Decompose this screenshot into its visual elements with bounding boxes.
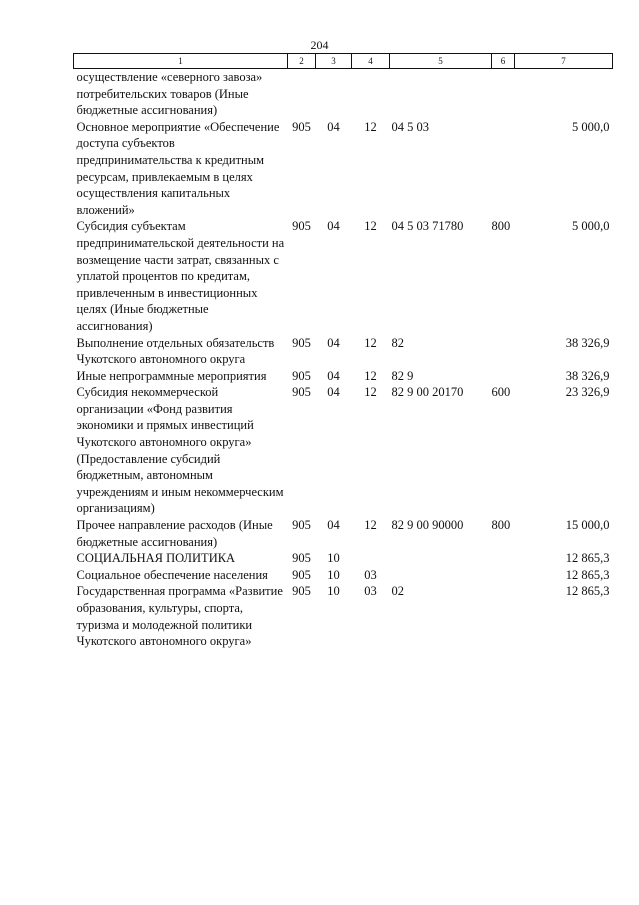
vr-code-cell: [492, 119, 515, 219]
gr-code-cell: 905: [292, 567, 311, 582]
rz-code-cell: 10: [327, 584, 340, 599]
column-number-header-row: [74, 54, 613, 69]
expense-name-cell: СОЦИАЛЬНАЯ ПОЛИТИКА: [76, 551, 236, 566]
pr-code-cell: 03: [364, 567, 377, 582]
expense-name-cell: Социальное обеспечение населения: [76, 567, 268, 582]
csr-code-cell: 82 9 00 20170: [391, 385, 464, 400]
amount-cell: 15 000,0: [565, 518, 610, 533]
gr-code-cell: [288, 69, 316, 119]
pr-code-cell: 03: [364, 584, 377, 599]
table-row: [74, 384, 613, 517]
table-row: [74, 567, 613, 584]
column-header: 2: [288, 54, 316, 69]
column-header: 3: [316, 54, 352, 69]
csr-code-cell: 82 9 00 90000: [391, 518, 464, 533]
table-row: [74, 69, 613, 119]
gr-code-cell: 905: [292, 119, 311, 134]
vr-code-cell: [492, 583, 515, 649]
rz-code-cell: 04: [327, 119, 340, 134]
page-number: 204: [310, 38, 329, 52]
pr-code-cell: 12: [364, 518, 377, 533]
csr-code-cell: 82: [391, 335, 404, 350]
amount-cell: 5 000,0: [572, 119, 610, 134]
column-header: 7: [515, 54, 613, 69]
amount-cell: 12 865,3: [565, 584, 610, 599]
pr-code-cell: 12: [364, 119, 377, 134]
pr-code-cell: [352, 550, 390, 567]
expense-name-cell: Субсидия субъектам предпринимательской деятельности на возмещение части затрат, связанных с уплатой процентов по кредитам, привлеченным в инвестиционных целях (Иные бюджетные ассигнования): [76, 219, 285, 333]
expense-name-cell: осуществление «северного завоза» потребительских товаров (Иные бюджетные ассигнования): [76, 70, 263, 118]
expense-name-cell: Иные непрограммные мероприятия: [76, 368, 267, 383]
rz-code-cell: 04: [327, 385, 340, 400]
amount-cell: 5 000,0: [572, 219, 610, 234]
csr-code-cell: 04 5 03: [391, 119, 429, 134]
expense-name-cell: Выполнение отдельных обязательств Чукотского автономного округа: [76, 335, 275, 367]
rz-code-cell: 04: [327, 518, 340, 533]
gr-code-cell: 905: [292, 335, 311, 350]
vr-code-cell: 800: [491, 518, 511, 533]
rz-code-cell: 04: [327, 368, 340, 383]
table-row: [74, 335, 613, 368]
rz-code-cell: 10: [327, 567, 340, 582]
table-row: [74, 119, 613, 219]
vr-code-cell: 800: [491, 219, 511, 234]
table-row: [74, 583, 613, 649]
amount-cell: 23 326,9: [565, 385, 610, 400]
pr-code-cell: 12: [364, 385, 377, 400]
pr-code-cell: [352, 69, 390, 119]
gr-code-cell: 905: [292, 584, 311, 599]
vr-code-cell: [492, 335, 515, 368]
gr-code-cell: 905: [292, 368, 311, 383]
csr-code-cell: [390, 567, 492, 584]
column-header: 6: [492, 54, 515, 69]
csr-code-cell: [390, 550, 492, 567]
table-body: [74, 69, 613, 650]
column-header: 1: [74, 54, 288, 69]
amount-cell: 38 326,9: [565, 368, 610, 383]
vr-code-cell: 600: [491, 385, 511, 400]
table-row: [74, 550, 613, 567]
table-row: [74, 368, 613, 385]
csr-code-cell: 82 9: [391, 368, 414, 383]
csr-code-cell: 04 5 03 71780: [391, 219, 464, 234]
gr-code-cell: 905: [292, 219, 311, 234]
csr-code-cell: 02: [391, 584, 404, 599]
gr-code-cell: 905: [292, 385, 311, 400]
expense-name-cell: Государственная программа «Развитие образования, культуры, спорта, туризма и молодежной политики Чукотского автономного округа»: [76, 584, 283, 649]
gr-code-cell: 905: [292, 551, 311, 566]
budget-table: [73, 53, 613, 650]
amount-cell: 38 326,9: [565, 335, 610, 350]
amount-cell: 12 865,3: [565, 551, 610, 566]
rz-code-cell: 04: [327, 335, 340, 350]
table-row: [74, 517, 613, 550]
expense-name-cell: Субсидия некоммерческой организации «Фонд развития экономики и прямых инвестиций Чукотского автономного округа» (Предоставление субсидий бюджетным, автономным учреждениям и иным некоммерческим организациям): [76, 385, 284, 516]
vr-code-cell: [492, 69, 515, 119]
amount-cell: 12 865,3: [565, 567, 610, 582]
expense-name-cell: Прочее направление расходов (Иные бюджетные ассигнования): [76, 518, 273, 549]
vr-code-cell: [492, 368, 515, 385]
amount-cell: [515, 69, 613, 119]
table-row: [74, 218, 613, 334]
csr-code-cell: [390, 69, 492, 119]
pr-code-cell: 12: [364, 368, 377, 383]
vr-code-cell: [492, 567, 515, 584]
vr-code-cell: [492, 550, 515, 567]
pr-code-cell: 12: [364, 335, 377, 350]
pr-code-cell: 12: [364, 219, 377, 234]
column-header: 5: [390, 54, 492, 69]
gr-code-cell: 905: [292, 518, 311, 533]
expense-name-cell: Основное мероприятие «Обеспечение доступа субъектов предпринимательства к кредитным ресурсам, привлекаемым в целях осуществления капитальных вложений»: [76, 119, 280, 217]
rz-code-cell: 10: [327, 551, 340, 566]
rz-code-cell: 04: [327, 219, 340, 234]
column-header: 4: [352, 54, 390, 69]
rz-code-cell: [316, 69, 352, 119]
